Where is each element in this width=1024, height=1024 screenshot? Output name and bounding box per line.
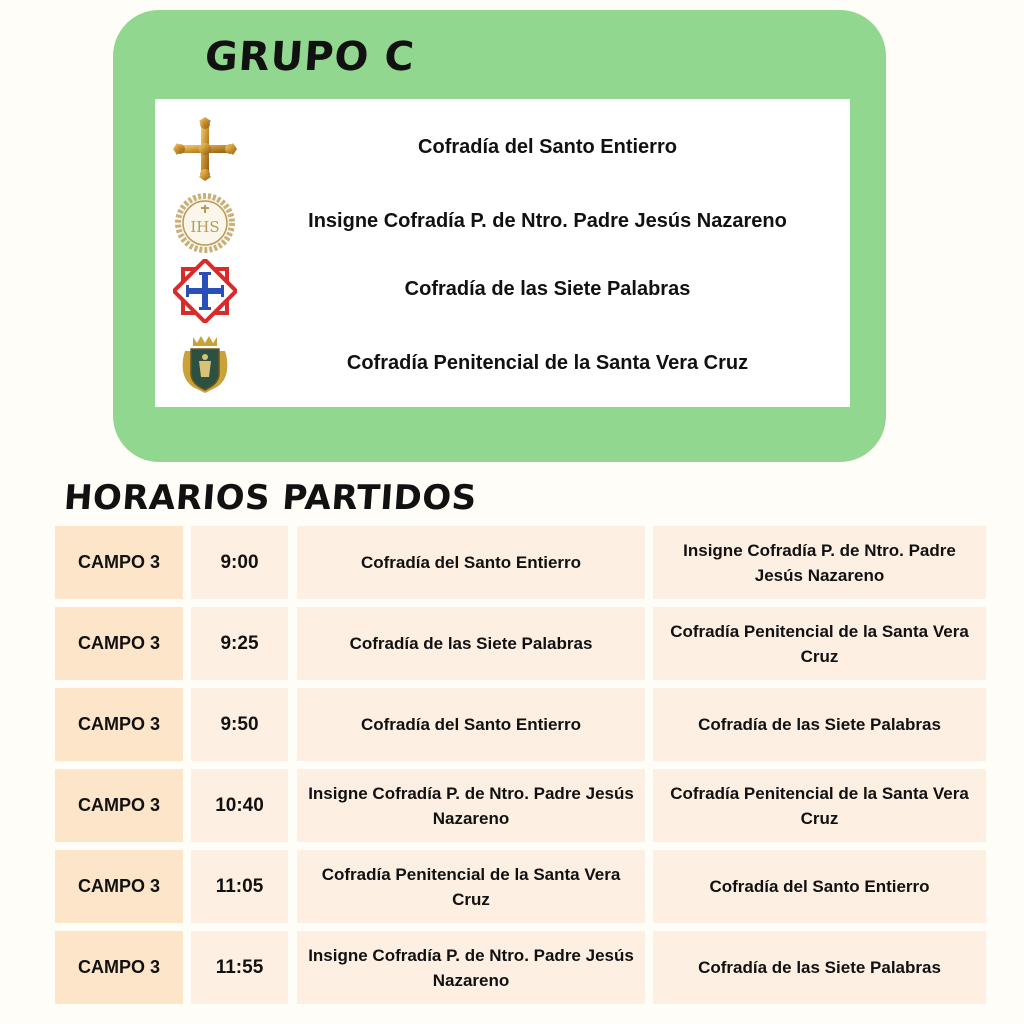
field-cell: CAMPO 3 — [55, 607, 183, 680]
team-row — [155, 257, 850, 321]
away-team-cell: Cofradía Penitencial de la Santa Vera Cruz — [653, 607, 986, 680]
team-list — [155, 99, 850, 407]
time-cell: 9:25 — [191, 607, 288, 680]
gold-cross-icon — [173, 117, 237, 181]
home-team-cell: Cofradía Penitencial de la Santa Vera Cruz — [297, 850, 645, 923]
ihs-crown-of-thorns-icon — [173, 191, 237, 255]
blue-cross-star-icon — [173, 259, 237, 323]
field-cell: CAMPO 3 — [55, 526, 183, 599]
field-cell: CAMPO 3 — [55, 931, 183, 1004]
team-name: Cofradía Penitencial de la Santa Vera Cruz — [346, 351, 749, 374]
match-row — [55, 769, 986, 842]
time-cell: 10:40 — [191, 769, 288, 842]
match-row — [55, 850, 986, 923]
group-title: GRUPO C — [203, 34, 417, 80]
time-cell: 11:05 — [191, 850, 288, 923]
away-team-cell: Cofradía del Santo Entierro — [653, 850, 986, 923]
field-cell: CAMPO 3 — [55, 850, 183, 923]
team-name: Cofradía del Santo Entierro — [418, 135, 677, 158]
team-name: Cofradía de las Siete Palabras — [404, 277, 691, 300]
time-cell: 9:50 — [191, 688, 288, 761]
away-team-cell: Cofradía de las Siete Palabras — [653, 931, 986, 1004]
field-cell: CAMPO 3 — [55, 688, 183, 761]
team-row — [155, 189, 850, 253]
time-cell: 9:00 — [191, 526, 288, 599]
field-cell: CAMPO 3 — [55, 769, 183, 842]
home-team-cell: Cofradía del Santo Entierro — [297, 526, 645, 599]
team-row — [155, 115, 850, 179]
match-row — [55, 607, 986, 680]
team-name: Insigne Cofradía P. de Ntro. Padre Jesús Nazareno — [308, 209, 787, 232]
away-team-cell: Cofradía de las Siete Palabras — [653, 688, 986, 761]
away-team-cell: Insigne Cofradía P. de Ntro. Padre Jesús Nazareno — [653, 526, 986, 599]
time-cell: 11:55 — [191, 931, 288, 1004]
home-team-cell: Cofradía de las Siete Palabras — [297, 607, 645, 680]
schedule-table — [55, 526, 986, 1012]
match-row — [55, 688, 986, 761]
match-row — [55, 526, 986, 599]
away-team-cell: Cofradía Penitencial de la Santa Vera Cruz — [653, 769, 986, 842]
home-team-cell: Insigne Cofradía P. de Ntro. Padre Jesús Nazareno — [297, 769, 645, 842]
team-row — [155, 331, 850, 395]
match-row — [55, 931, 986, 1004]
home-team-cell: Cofradía del Santo Entierro — [297, 688, 645, 761]
schedule-title: HORARIOS PARTIDOS — [62, 478, 479, 518]
svg-text:IHS: IHS — [190, 218, 220, 236]
home-team-cell: Insigne Cofradía P. de Ntro. Padre Jesús Nazareno — [297, 931, 645, 1004]
crowned-shield-icon — [173, 333, 237, 397]
